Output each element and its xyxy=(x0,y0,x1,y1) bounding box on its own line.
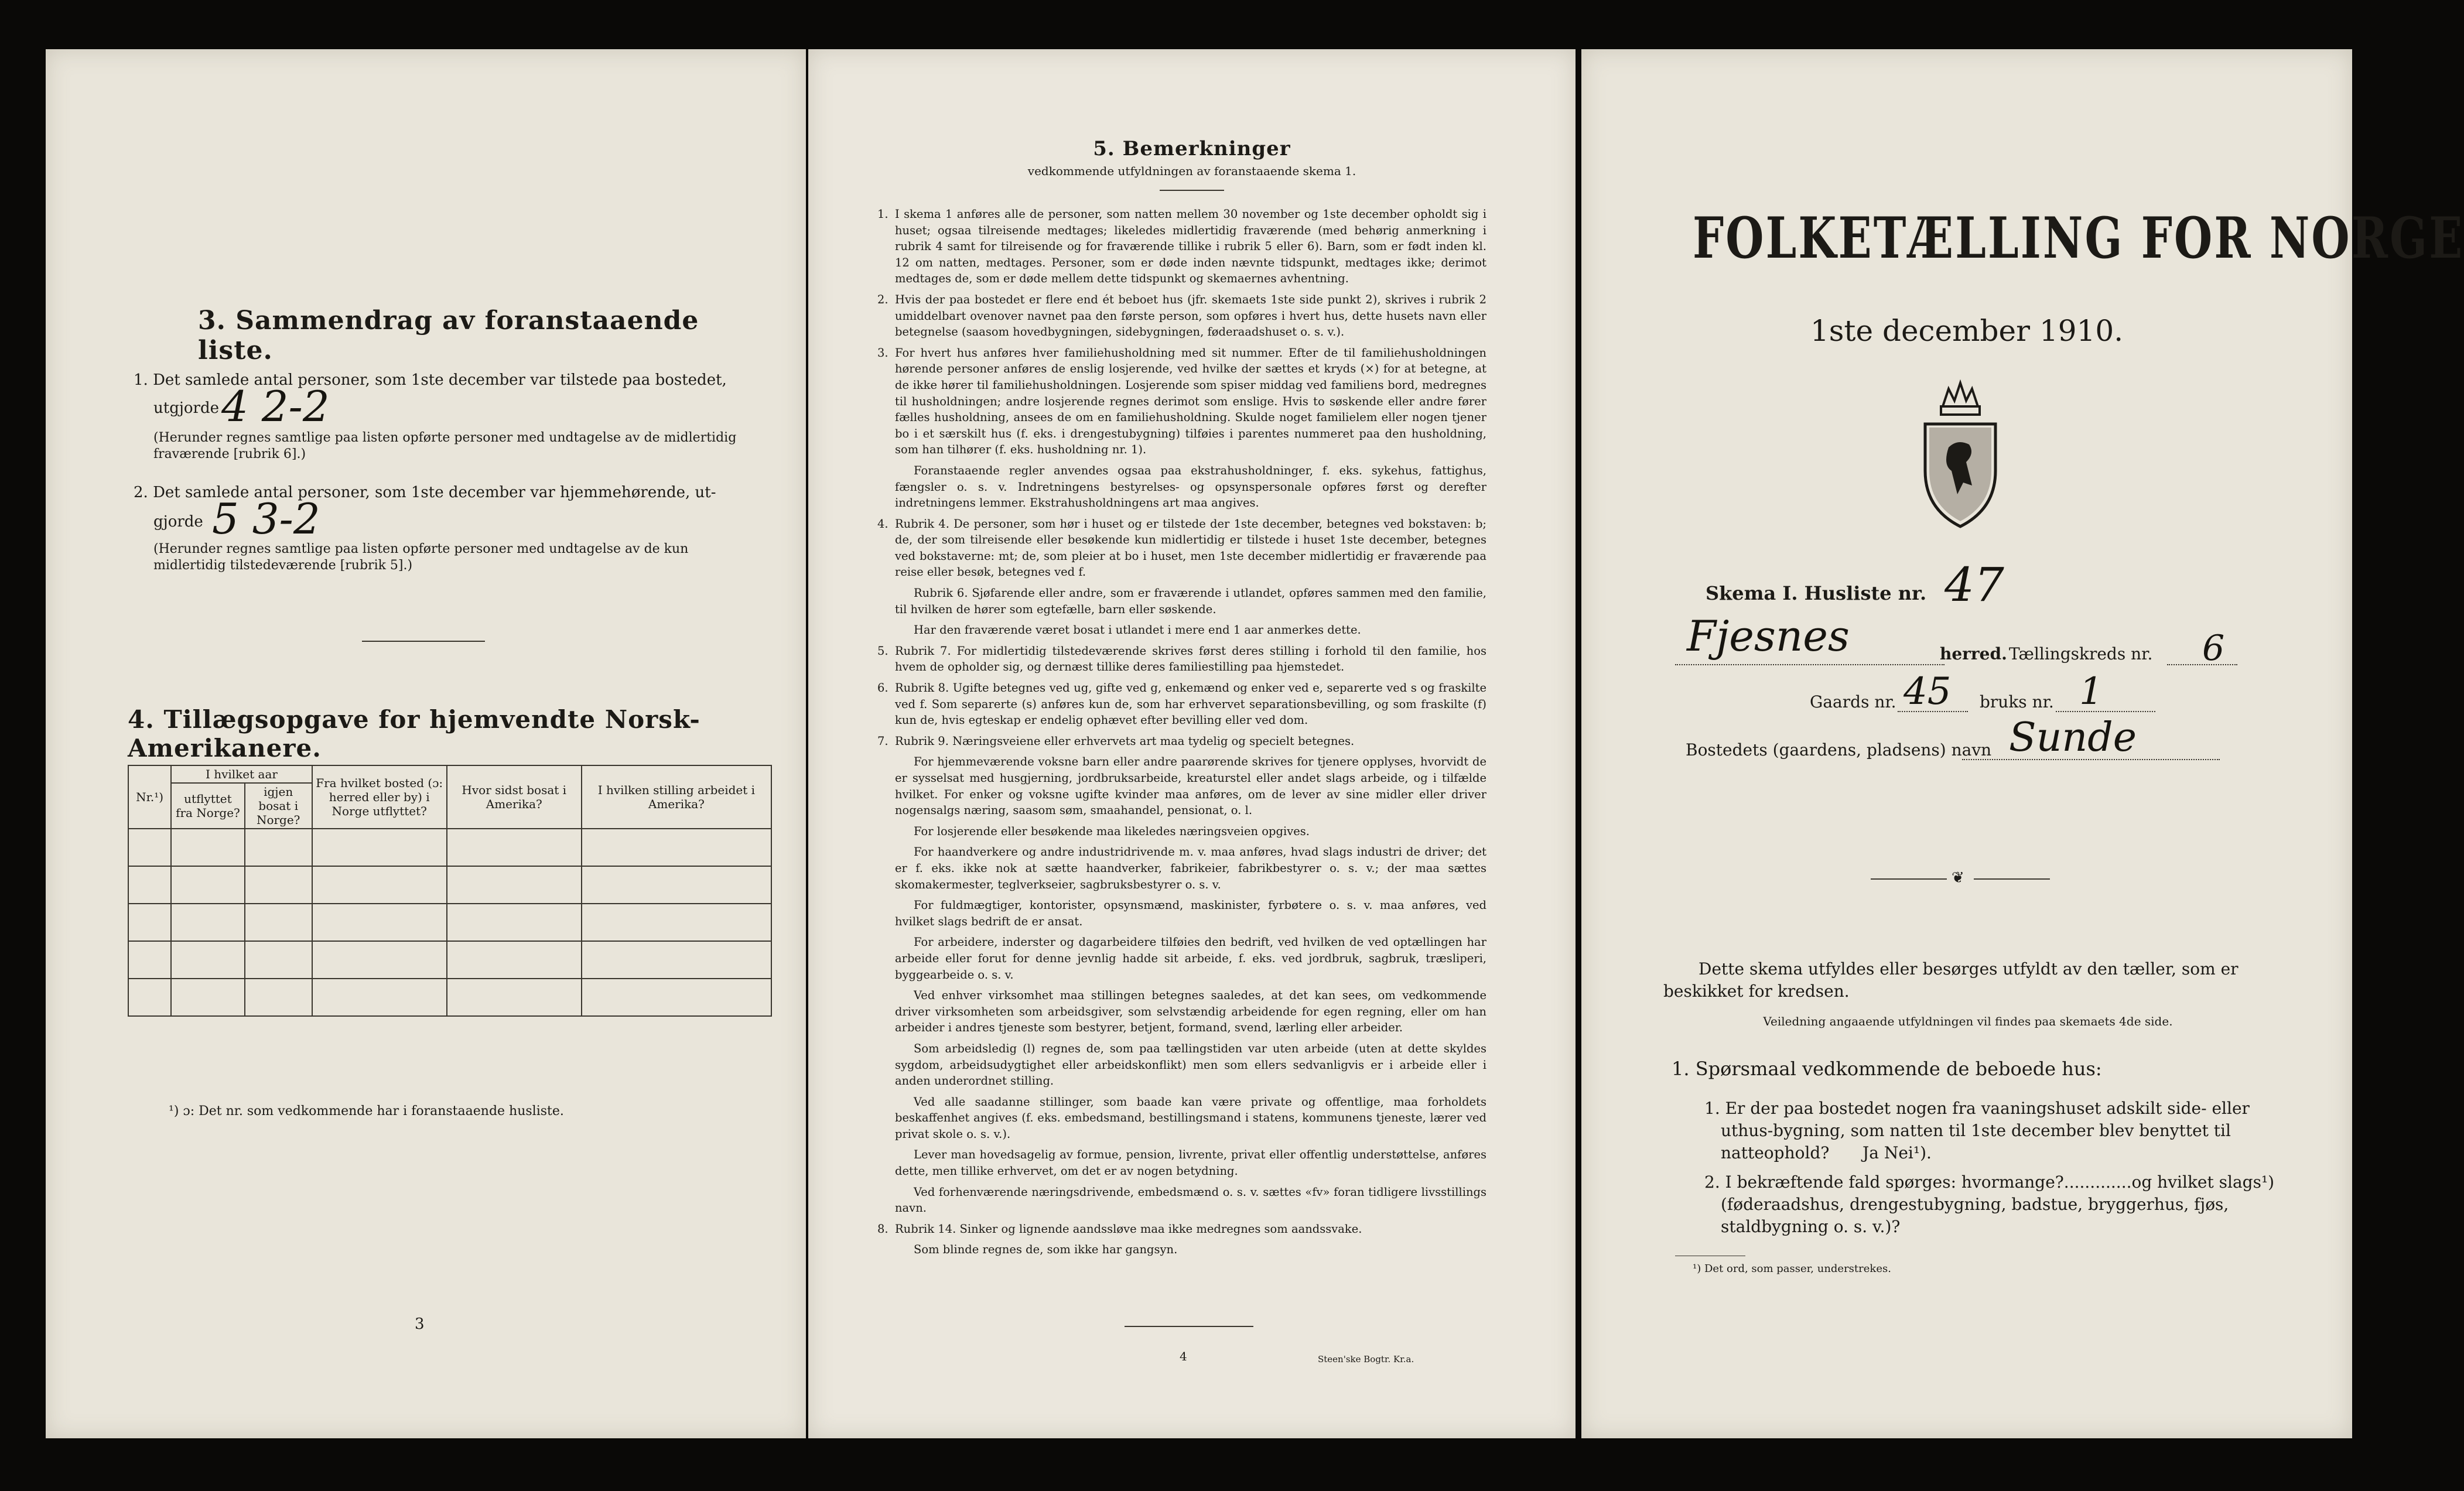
remark-number: 1. xyxy=(877,207,888,221)
remark-text: Rubrik 6. Sjøfarende eller andre, som er fraværende i utlandet, opføres sammen med den familie, til hvilken de hører som egtefælle, barn eller søskende. xyxy=(895,586,1486,616)
question-1-answer: Ja Nei¹). xyxy=(1862,1143,1932,1162)
item1-note: (Herunder regnes samtlige paa listen opførte personer med undtagelse av de midlertidig fraværende [rubrik 6].) xyxy=(153,430,737,461)
remark-text: Ved enhver virksomhet maa stillingen betegnes saaledes, at det kan sees, om vedkommende driver virksomheten som arbeidsgiver, som selvstændig arbeidende for egen regning, eller om han arbeider i andres tjeneste som bestyrer, betjent, formand, svend, lærling eller arbeider. xyxy=(895,989,1486,1035)
form-footnote: ¹) Det ord, som passer, understrekes. xyxy=(1693,1263,1891,1275)
remark-item xyxy=(877,680,1486,729)
remark-text: For hvert hus anføres hver familiehusholdning med sit nummer. Efter de til familiehusholdningen hørende personer anføres de enslig losjerende, ved hvilke der sættes et kryds (×) for at betegne, at de ikke hører til familiehusholdningen. Losjerende som spiser middag ved familiens bord, medregnes til husholdningen; andre losjerende regnes derimot som enslige. Hvis to søskende eller andre fører fælles husholdning, ansees de om en familiehusholdning. Skulde noget familielem eller nogen tjener bo i et særskilt hus (f. eks. i drengestubygning) tilføies i parentes nummeret paa den husholdning, som han tilhører (f. eks. husholdning nr. 1). xyxy=(895,346,1486,457)
question-2: 2. I bekræftende fald spørges: hvormange?.............og hvilket slags¹) (føderaadshus, drengestubygning, badstue, bryggerhus, fjøs, staldbygning o. s. v.)? xyxy=(1704,1172,2275,1236)
remark-text: For arbeidere, inderster og dagarbeidere tilføies den bedrift, ved hvilken de ved optællingen har arbeide eller forut for denne jevnlig hadde sit arbeide, f. eks. ved jordbruk, sagbruk, træsliperi, byggearbeide o. s. v. xyxy=(895,935,1486,982)
remark-item xyxy=(877,292,1486,340)
remark-text: For losjerende eller besøkende maa likeledes næringsveien opgives. xyxy=(914,824,1310,838)
remark-number: 4. xyxy=(877,517,888,531)
remark-item xyxy=(895,1242,1486,1258)
bruks-label: bruks nr. xyxy=(1980,692,2054,712)
form-date: 1ste december 1910. xyxy=(1810,314,2124,348)
divider xyxy=(1160,190,1224,191)
item2-note: (Herunder regnes samtlige paa listen opførte personer med undtagelse av de kun midlertidig tilstedeværende [rubrik 5].) xyxy=(153,542,689,573)
remark-number: 2. xyxy=(877,292,888,306)
remark-item xyxy=(877,516,1486,580)
col-hvor-bosat: Hvor sidst bosat i Amerika? xyxy=(447,765,582,829)
remark-item xyxy=(895,622,1486,638)
remark-text: Rubrik 7. For midlertidig tilstedeværende skrives først deres stilling i forhold til den familie, hos hvem de opholder sig, og dernæst tillike deres familiestilling paa hjemstedet. xyxy=(895,644,1486,674)
remark-text: Rubrik 9. Næringsveiene eller erhvervets art maa tydelig og specielt betegnes. xyxy=(895,734,1355,748)
remark-item xyxy=(877,1221,1486,1237)
col-fra-bosted: Fra hvilket bosted (ɔ: herred eller by) i Norge utflyttet? xyxy=(312,765,447,829)
remark-item xyxy=(895,1094,1486,1143)
herred-label: herred. xyxy=(1940,644,2007,664)
remark-item xyxy=(895,1147,1486,1179)
gaards-label: Gaards nr. xyxy=(1810,692,1896,712)
remark-text: Rubrik 8. Ugifte betegnes ved ug, gifte ved g, enkemænd og enker ved e, separerte ved s og fraskilte ved f. Som separerte (s) anføres kun de, som har erhvervet separationsbevilling, og som fraskilte (f) kun de, hvis egteskap er endelig ophævet efter bevilling eller ved dom. xyxy=(895,681,1486,727)
remarks-list xyxy=(877,206,1486,1263)
item2-utgjorde-label: gjorde xyxy=(153,513,203,531)
remark-number: 3. xyxy=(877,346,888,360)
section3-title: 3. Sammendrag av foranstaaende liste. xyxy=(198,306,699,365)
col-stilling: I hvilken stilling arbeidet i Amerika? xyxy=(582,765,771,829)
col-group-aar: I hvilket aar xyxy=(171,765,312,783)
remarks-title: 5. Bemerkninger xyxy=(1093,137,1291,160)
herred-value: Fjesnes xyxy=(1687,611,1850,661)
remark-item xyxy=(877,345,1486,458)
remark-text: For hjemmeværende voksne barn eller andre paarørende skrives for tjenere opplyses, hvorvidt de er sysselsat med husgjerning, jordbruksarbeide, kreaturstel eller andet slags arbeide, og i tilfælde hvilket. For enker og voksne ugifte kvinder maa anføres, om de lever av sine midler eller driver nogensalgs næring, saasom søm, smaahandel, pensionat, o. l. xyxy=(895,755,1486,818)
col-utflyttet: utflyttet fra Norge? xyxy=(171,783,244,829)
remark-item xyxy=(877,733,1486,750)
remark-text: For haandverkere og andre industridrivende m. v. maa anføres, hvad slags industri de driver; det er f. eks. ikke nok at sætte haandverker, fabrikeier, fabrikbestyrer o. s. v.; der maa sættes skomakermester, teglverkseier, sagbruksbestyrer o. s. v. xyxy=(895,845,1486,891)
printer-imprint: Steen'ske Bogtr. Kr.a. xyxy=(1318,1354,1414,1365)
intro-small: Veiledning angaaende utfyldningen vil findes paa skemaets 4de side. xyxy=(1763,1014,2173,1028)
table-row xyxy=(128,829,771,866)
remark-text: Ved alle saadanne stillinger, som baade kan være private og offentlige, maa forholdets beskaffenhet angives (f. eks. embedsmand, bestillingsmand i statens, kommunens tjeneste, lærer ved privat skole o. s. v.). xyxy=(895,1095,1486,1141)
page-number: 4 xyxy=(1180,1349,1187,1363)
remark-text: Som blinde regnes de, som ikke har gangsyn. xyxy=(914,1243,1178,1257)
remark-text: Har den fraværende været bosat i utlandet i mere end 1 aar anmerkes dette. xyxy=(914,623,1361,637)
remark-number: 5. xyxy=(877,644,888,658)
remark-item xyxy=(895,844,1486,892)
page-4 xyxy=(808,49,1576,1438)
divider xyxy=(1974,878,2050,880)
remark-text: For fuldmægtiger, kontorister, opsynsmænd, maskinister, fyrbøtere o. s. v. maa anføres, ved hvilket slags bedrift de er ansat. xyxy=(895,898,1486,928)
table-footnote: ¹) ɔ: Det nr. som vedkommende har i foranstaaende husliste. xyxy=(169,1104,564,1119)
remark-text: I skema 1 anføres alle de personer, som natten mellem 30 november og 1ste december opholdt sig i huset; ogsaa tilreisende medtages; likeledes midlertidig fraværende (med behørig anmerkning i rubrik 4 samt for tilreisende og for fraværende tillike i rubrik 5 eller 6). Barn, som er født inden kl. 12 om natten, medtages. Personer, som er døde inden nævnte tidspunkt, medtages ikke; derimot medtages de, som er døde mellem dette tidspunkt og skemaernes avhentning. xyxy=(895,207,1486,286)
remark-item xyxy=(895,1184,1486,1216)
table-row xyxy=(128,979,771,1016)
divider xyxy=(362,641,485,642)
remark-text: Lever man hovedsagelig av formue, pension, livrente, privat eller offentlig understøttelse, anføres dette, men tillike erhvervet, om det er av nogen betydning. xyxy=(895,1148,1486,1178)
item1-handwritten-count: 4 2-2 xyxy=(221,382,330,431)
divider xyxy=(1125,1326,1253,1327)
table-row xyxy=(128,904,771,941)
kreds-label: Tællingskreds nr. xyxy=(2009,644,2153,664)
remark-number: 6. xyxy=(877,681,888,695)
remark-text: Ved forhenværende næringsdrivende, embedsmænd o. s. v. sættes «fv» foran tidligere livsstillings navn. xyxy=(895,1185,1486,1215)
item2-handwritten-count: 5 3-2 xyxy=(212,494,320,543)
norwegian-coat-of-arms-icon xyxy=(1916,383,2004,529)
page-3 xyxy=(46,49,806,1438)
table-row xyxy=(128,941,771,979)
remark-item xyxy=(895,585,1486,617)
bruks-value: 1 xyxy=(2079,670,2103,713)
page-number: 3 xyxy=(415,1315,425,1333)
item1-text: 1. Det samlede antal personer, som 1ste december var tilstede paa bostedet, xyxy=(134,371,727,389)
remark-item xyxy=(895,1041,1486,1089)
remark-item xyxy=(877,206,1486,287)
bosted-label: Bostedets (gaardens, pladsens) navn xyxy=(1686,740,1992,760)
kreds-value: 6 xyxy=(2202,628,2225,669)
husliste-number: 47 xyxy=(1944,558,2004,612)
remark-text: Foranstaaende regler anvendes ogsaa paa ekstrahusholdninger, f. eks. sykehus, fattighus, fængsler o. s. v. Indretningens bestyrelses- og opsynspersonale opføres først og derefter indretningens lemmer. Ekstrahusholdningens art maa angives. xyxy=(895,463,1486,510)
form-title: FOLKETÆLLING FOR NORGE xyxy=(1693,205,2464,271)
remark-item xyxy=(895,897,1486,929)
remark-text: Hvis der paa bostedet er flere end ét beboet hus (jfr. skemaets 1ste side punkt 2), skrives i rubrik 2 umiddelbart ovenover navnet paa den første person, som opføres i hvert hus, dette husets navn eller betegnelse (saasom hovedbygningen, sidebygningen, føderaadshuset o. s. v.). xyxy=(895,292,1486,339)
remark-item xyxy=(895,823,1486,840)
question-heading: 1. Spørsmaal vedkommende de beboede hus: xyxy=(1672,1058,2102,1080)
col-nr: Nr.¹) xyxy=(128,765,171,829)
col-igjen-bosat: igjen bosat i Norge? xyxy=(245,783,312,829)
remark-text: Som arbeidsledig (l) regnes de, som paa tællingstiden var uten arbeide (uten at dette skyldes sygdom, arbeidsudygtighet eller arbeidskonflikt) men som ellers sedvanligvis er i arbeide eller i anden underordnet stilling. xyxy=(895,1041,1486,1088)
intro-text: Dette skema utfyldes eller besørges utfyldt av den tæller, som er beskikket for kredsen. xyxy=(1663,959,2239,1001)
table-row xyxy=(128,866,771,904)
page-1 xyxy=(1581,49,2464,1438)
remark-item xyxy=(895,934,1486,983)
section4-title: 4. Tillægsopgave for hjemvendte Norsk-Amerikanere. xyxy=(128,705,700,762)
remark-item xyxy=(895,754,1486,818)
skema-label: Skema I. Husliste nr. xyxy=(1706,582,1927,604)
remark-number: 8. xyxy=(877,1222,888,1236)
divider xyxy=(1871,878,1947,880)
ornament-icon: ❦ xyxy=(1952,869,1964,887)
remark-number: 7. xyxy=(877,734,888,748)
remark-item xyxy=(895,987,1486,1036)
item2-text: 2. Det samlede antal personer, som 1ste december var hjemmehørende, ut- xyxy=(134,484,716,501)
remark-item xyxy=(895,463,1486,511)
question-1: 1. Er der paa bostedet nogen fra vaaningshuset adskilt side- eller uthus-bygning, som natten til 1ste december blev benyttet til natteophold? xyxy=(1704,1099,2250,1162)
gaards-value: 45 xyxy=(1903,670,1952,713)
remarks-subtitle: vedkommende utfyldningen av foranstaaende skema 1. xyxy=(1027,164,1356,178)
remark-item xyxy=(877,643,1486,675)
remark-text: Rubrik 14. Sinker og lignende aandssløve maa ikke medregnes som aandssvake. xyxy=(895,1222,1362,1236)
item1-utgjorde-label: utgjorde xyxy=(153,399,220,417)
remark-text: Rubrik 4. De personer, som hør i huset og er tilstede der 1ste december, betegnes ved bokstaven: b; de, der som tilreisende eller besøkende kun midlertidig er tilstede i huset 1ste december, betegnes ved bokstaverne: mt; de, som pleier at bo i huset, men 1ste december midlertidig er fraværende paa reise eller besøk, betegnes ved f. xyxy=(895,517,1486,579)
bosted-value: Sunde xyxy=(2009,714,2137,761)
norsk-amerikanere-table xyxy=(128,765,772,1017)
